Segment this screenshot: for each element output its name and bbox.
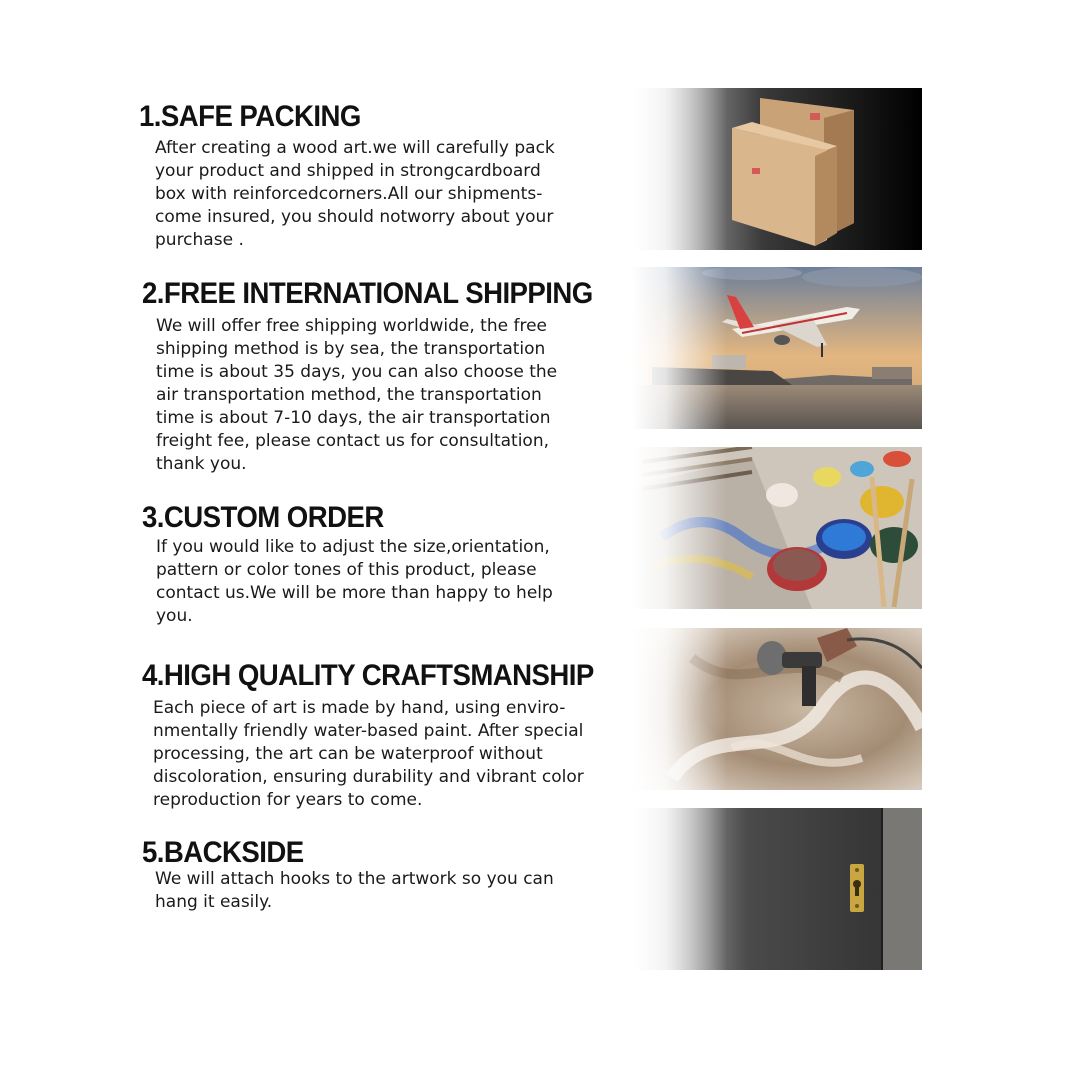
spray-gun-painting-photo [632, 628, 922, 790]
section-1-line-4: come insured, you should notworry about your [155, 207, 554, 227]
section-5-text [155, 868, 554, 914]
section-4-line-3: processing, the art can be waterproof without [153, 744, 543, 764]
section-4-title: 4.HIGH QUALITY CRAFTSMANSHIP [142, 659, 594, 692]
section-3-line-1: If you would like to adjust the size,orientation, [156, 537, 550, 557]
section-5-line-2: hang it easily. [155, 892, 273, 912]
backside-hook-photo [632, 808, 922, 970]
section-2-line-6: freight fee, please contact us for consultation, [156, 431, 550, 451]
paint-cans-and-brushes-photo [632, 447, 922, 609]
section-5-line-1: We will attach hooks to the artwork so you can [155, 869, 554, 889]
section-5-title: 5.BACKSIDE [142, 836, 304, 869]
section-3-text [156, 536, 553, 628]
section-2-line-1: We will offer free shipping worldwide, the free [156, 316, 547, 336]
section-4-text [153, 697, 584, 812]
section-2-line-3: time is about 35 days, you can also choose the [156, 362, 558, 382]
section-4-line-5: reproduction for years to come. [153, 790, 423, 810]
section-1-text [155, 137, 555, 252]
section-1-title: 1.SAFE PACKING [139, 100, 361, 133]
section-1-line-2: your product and shipped in strongcardboard [155, 161, 541, 181]
section-1-line-5: purchase . [155, 230, 244, 250]
airplane-and-ship-photo [632, 267, 922, 429]
cardboard-boxes-photo [632, 88, 922, 250]
section-1-line-3: box with reinforcedcorners.All our shipments- [155, 184, 543, 204]
section-4-line-2: nmentally friendly water-based paint. After special [153, 721, 584, 741]
section-3-line-3: contact us.We will be more than happy to help [156, 583, 553, 603]
section-2-line-2: shipping method is by sea, the transportation [156, 339, 546, 359]
section-2-line-4: air transportation method, the transportation [156, 385, 542, 405]
section-4-line-4: discoloration, ensuring durability and vibrant color [153, 767, 584, 787]
section-2-title: 2.FREE INTERNATIONAL SHIPPING [142, 277, 593, 310]
section-2-line-7: thank you. [156, 454, 247, 474]
section-3-title: 3.CUSTOM ORDER [142, 501, 384, 534]
section-2-text [156, 315, 557, 476]
section-3-line-2: pattern or color tones of this product, please [156, 560, 537, 580]
section-2-line-5: time is about 7-10 days, the air transportation [156, 408, 551, 428]
section-4-line-1: Each piece of art is made by hand, using enviro- [153, 698, 566, 718]
section-3-line-4: you. [156, 606, 193, 626]
section-1-line-1: After creating a wood art.we will carefully pack [155, 138, 555, 158]
